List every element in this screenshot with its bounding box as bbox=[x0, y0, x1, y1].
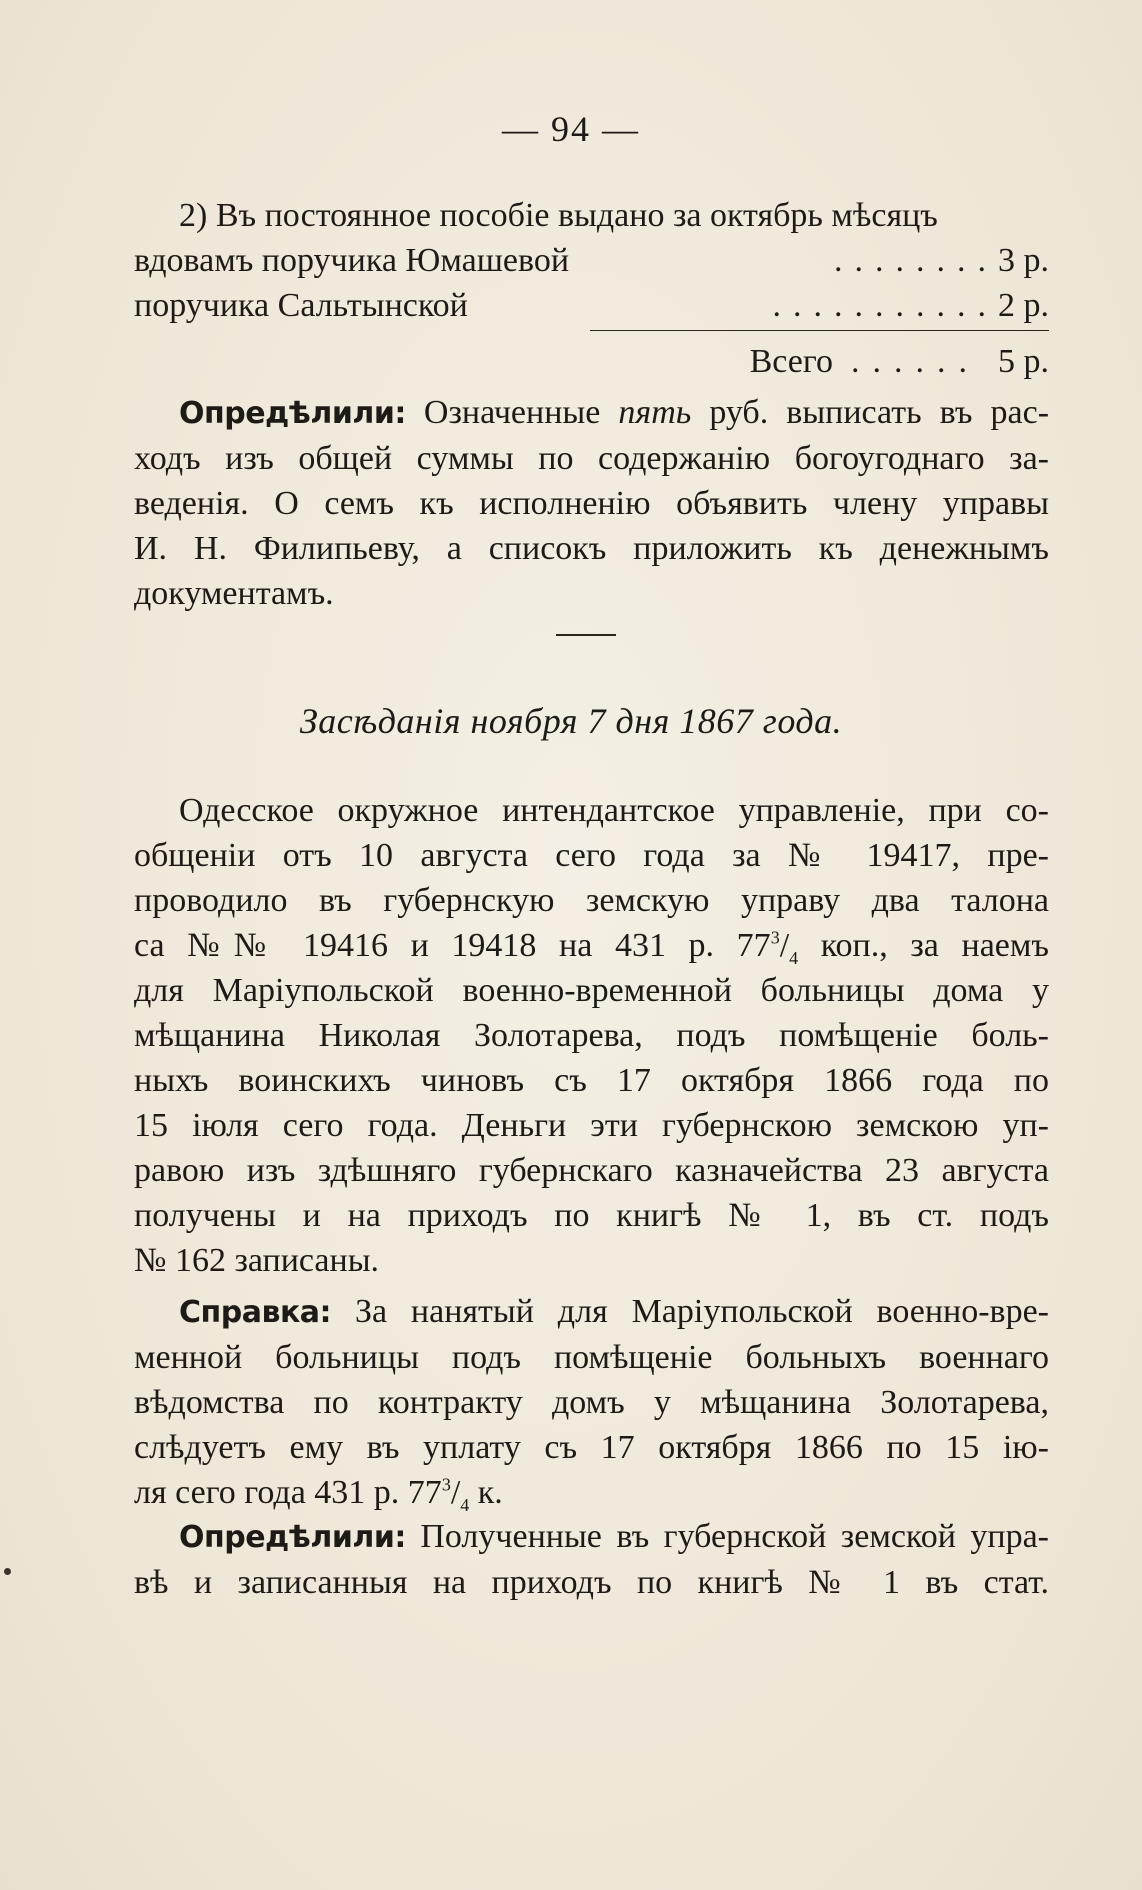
allowance-row-1-amount: 3 р. bbox=[998, 242, 1049, 279]
paragraph-line-8: 15 іюля сего года. Деньги эти губернскою земскою уп- bbox=[134, 1107, 1049, 1144]
reference-line-5-text: ля сего года 431 р. 77 bbox=[134, 1474, 442, 1511]
paragraph-line-7: ныхъ воинскихъ чиновъ съ 17 октября 1866 года по bbox=[134, 1062, 1049, 1099]
sum-rule bbox=[590, 330, 1049, 331]
resolution-2 bbox=[134, 1514, 1049, 1605]
paragraph-line-1: Одесское окружное интендантское управленіе, при со- bbox=[179, 792, 1049, 829]
allowance-row-2 bbox=[134, 283, 1049, 328]
reference-label: Справка: bbox=[179, 1295, 332, 1330]
resolution-2-label: Опредѣлили: bbox=[179, 1520, 406, 1555]
resolution-1-line-1 bbox=[134, 390, 1049, 436]
reference-section bbox=[134, 1289, 1049, 1515]
resolution-1-text-a: Означенные bbox=[423, 394, 601, 431]
reference-line-4: слѣдуетъ ему въ уплату съ 17 октября 1866 по 15 ію- bbox=[134, 1429, 1049, 1466]
fraction-numerator: 3 bbox=[770, 927, 780, 948]
allowance-row-2-amount: 2 р. bbox=[998, 287, 1049, 324]
reference-line-1 bbox=[134, 1289, 1049, 1335]
session-heading: Засѣданія ноября 7 дня 1867 года. bbox=[299, 701, 843, 741]
resolution-1-italic-word: пять bbox=[618, 394, 692, 431]
paragraph-line-9: равою изъ здѣшняго губернскаго казначейства 23 августа bbox=[134, 1152, 1049, 1189]
paragraph-line-4: са №№ 19416 и 19418 на 431 р. $77^3/_4$ коп., за наемъ bbox=[134, 927, 1049, 968]
resolution-1-label: Опредѣлили: bbox=[179, 396, 406, 431]
reference-fraction-denominator: 4 bbox=[460, 1494, 470, 1515]
reference-line-5: ля сего года 431 р. $77^3/_4$ к. bbox=[134, 1474, 503, 1515]
margin-ink-dot bbox=[4, 1568, 11, 1575]
allowance-total-amount: 5 р. bbox=[998, 343, 1049, 380]
resolution-1 bbox=[134, 390, 1049, 616]
reference-line-3: вѣдомства по контракту домъ у мѣщанина Золотарева, bbox=[134, 1384, 1049, 1421]
paragraph-line-5: для Маріупольской военно-временной больницы дома у bbox=[134, 972, 1049, 1009]
allowance-intro: 2) Въ постоянное пособіе выдано за октябрь мѣсяцъ bbox=[179, 197, 938, 234]
allowance-row-2-label: поручика Сальтынской bbox=[134, 287, 468, 324]
allowance-row-2-leader: ........... bbox=[772, 287, 998, 324]
resolution-1-line-2: ходъ изъ общей суммы по содержанію богоугоднаго за- bbox=[134, 440, 1049, 477]
resolution-1-line-3: веденія. О семъ къ исполненію объявить члену управы bbox=[134, 485, 1049, 522]
main-paragraph bbox=[134, 788, 1049, 1283]
resolution-2-line-1 bbox=[134, 1514, 1049, 1560]
resolution-2-line-1-text: Полученные въ губернской земской упра- bbox=[420, 1518, 1049, 1555]
paragraph-line-4-tail: коп., за наемъ bbox=[798, 927, 1049, 964]
reference-line-2: менной больницы подъ помѣщеніе больныхъ военнаго bbox=[134, 1339, 1049, 1376]
allowance-row-1 bbox=[134, 238, 1049, 283]
allowance-total-row bbox=[134, 339, 1049, 384]
resolution-1-line-4: И. Н. Филипьеву, а списокъ приложить къ денежнымъ bbox=[134, 530, 1049, 567]
allowance-row-1-label: вдовамъ поручика Юмашевой bbox=[134, 242, 570, 279]
paragraph-line-2: общеніи отъ 10 августа сего года за № 19417, пре- bbox=[134, 837, 1049, 874]
allowance-row-1-leader: ........ bbox=[834, 242, 998, 279]
reference-line-5-tail: к. bbox=[469, 1474, 503, 1511]
reference-line-1-text: За нанятый для Маріупольской военно-вре- bbox=[354, 1293, 1050, 1330]
page-number: — 94 — bbox=[502, 109, 640, 149]
section-separator bbox=[556, 634, 616, 636]
paragraph-line-4-text: са №№ 19416 и 19418 на 431 р. 77 bbox=[134, 927, 771, 964]
paragraph-line-10: получены и на приходъ по книгѣ № 1, въ ст. подъ bbox=[134, 1197, 1049, 1234]
fraction-denominator: 4 bbox=[789, 947, 799, 968]
allowance-section bbox=[134, 193, 1049, 384]
resolution-2-line-2: вѣ и записанныя на приходъ по книгѣ № 1 въ стат. bbox=[134, 1564, 1049, 1601]
resolution-1-line-5: документамъ. bbox=[134, 575, 334, 612]
paragraph-line-3: проводило въ губернскую земскую управу два талона bbox=[134, 882, 1049, 919]
resolution-1-text-b: руб. выписать въ рас- bbox=[709, 394, 1050, 431]
allowance-total-leader: ...... bbox=[851, 343, 980, 380]
reference-fraction-numerator: 3 bbox=[441, 1474, 451, 1495]
allowance-total-label: Всего bbox=[749, 343, 833, 380]
paragraph-line-6: мѣщанина Николая Золотарева, подъ помѣщеніе боль- bbox=[134, 1017, 1049, 1054]
paragraph-line-11: № 162 записаны. bbox=[134, 1242, 380, 1279]
